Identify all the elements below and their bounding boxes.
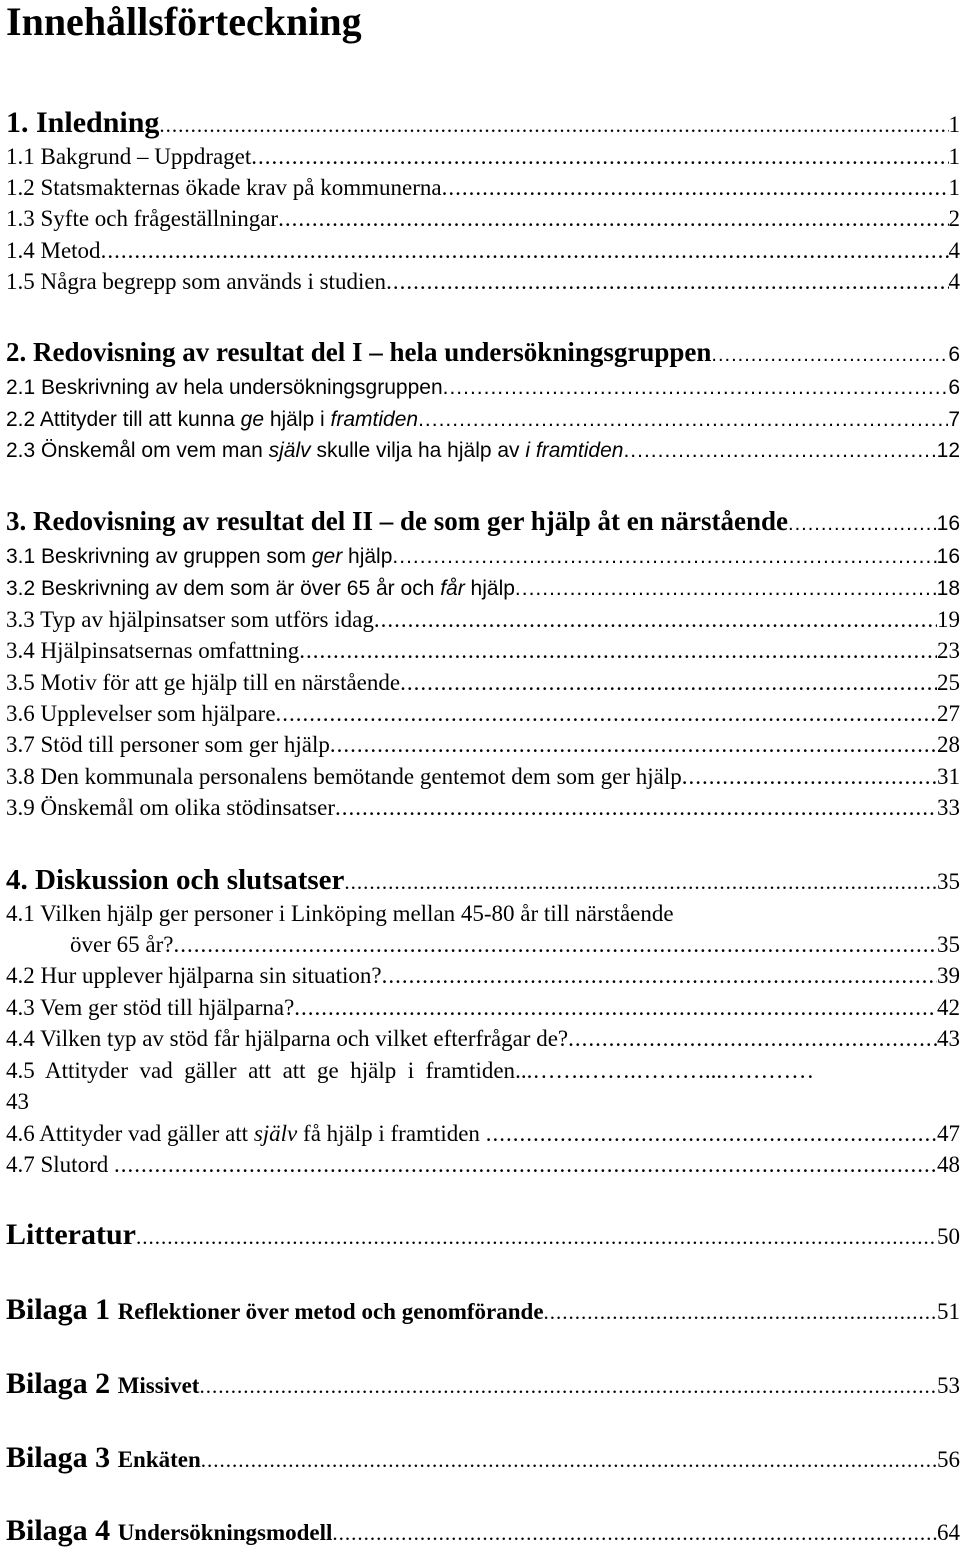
toc-entry-title: Bilaga 3 Enkäten xyxy=(6,1441,201,1474)
toc-entry-title: Bilaga 1 Reflektioner över metod och genomförande xyxy=(6,1293,544,1326)
toc-entry-title: 3.8 Den kommunala personalens bemötande gentemot dem som ger hjälp xyxy=(6,764,682,789)
toc-entry-title: 3.7 Stöd till personer som ger hjälp xyxy=(6,732,330,757)
toc-entry-bilaga-3[interactable] xyxy=(6,1441,960,1475)
toc-entry-3-1[interactable] xyxy=(6,545,960,569)
toc-entry-4-4[interactable] xyxy=(6,1026,960,1052)
dot-leader xyxy=(159,113,948,138)
dot-leader xyxy=(335,795,937,821)
toc-entry-3-9[interactable] xyxy=(6,795,960,821)
toc-entry-title: 4.7 Slutord xyxy=(6,1152,114,1177)
toc-entry-bilaga-4[interactable] xyxy=(6,1514,960,1548)
toc-entry-title: 1. Inledning xyxy=(6,106,160,139)
toc-entry-3-8[interactable] xyxy=(6,764,960,790)
toc-page-number: 33 xyxy=(937,795,960,820)
dot-leader xyxy=(788,513,937,536)
toc-page-number: 43 xyxy=(937,1026,960,1051)
toc-entry-2-2[interactable] xyxy=(6,408,960,432)
toc-page-number: 16 xyxy=(936,545,960,568)
toc-entry-bilaga-2[interactable] xyxy=(6,1367,960,1401)
dot-leader xyxy=(294,995,937,1021)
toc-entry-4-5[interactable] xyxy=(6,1058,960,1084)
toc-entry-1[interactable] xyxy=(6,106,960,140)
toc-entry-litteratur[interactable] xyxy=(6,1218,960,1252)
toc-entry-title: 3.9 Önskemål om olika stödinsatser xyxy=(6,795,335,820)
toc-entry-title: 4.5 Attityder vad gäller att att ge hjälp i framtiden xyxy=(6,1058,516,1083)
dot-leader xyxy=(568,1026,937,1052)
toc-page-number: 4 xyxy=(948,269,960,294)
toc-page-number: 1 xyxy=(948,144,960,169)
toc-entry-2[interactable] xyxy=(6,337,960,368)
toc-entry-2-3[interactable] xyxy=(6,439,960,463)
dot-leader xyxy=(201,1448,937,1473)
toc-page-number: 6 xyxy=(948,343,960,366)
toc-page-number: 2 xyxy=(948,206,960,231)
dot-leader xyxy=(101,238,949,264)
toc-page-number: 47 xyxy=(937,1121,960,1146)
toc-entry-title: 4.1 Vilken hjälp ger personer i Linköping mellan 45-80 år till närstående xyxy=(6,901,674,926)
toc-page-number: 42 xyxy=(937,995,960,1020)
toc-entry-title: 2.1 Beskrivning av hela undersökningsgruppen xyxy=(6,376,443,399)
toc-page-number: 35 xyxy=(937,869,960,894)
toc-page-number: 28 xyxy=(937,732,960,757)
toc-entry-title: 2.3 Önskemål om vem man själv skulle vilja ha hjälp av i framtiden xyxy=(6,439,624,462)
toc-entry-1-2[interactable] xyxy=(6,175,960,201)
toc-entry-1-5[interactable] xyxy=(6,269,960,295)
toc-page-number: 1 xyxy=(948,112,960,137)
toc-entry-4-6[interactable] xyxy=(6,1121,960,1147)
toc-page-number: 18 xyxy=(936,577,960,600)
toc-entry-4[interactable] xyxy=(6,864,960,897)
toc-entry-title: 2.2 Attityder till att kunna ge hjälp i framtiden xyxy=(6,408,419,431)
toc-page-number: 56 xyxy=(937,1447,960,1472)
dot-leader xyxy=(332,1521,937,1546)
toc-entry-3-4[interactable] xyxy=(6,638,960,664)
toc-page-number: 43 xyxy=(6,1089,29,1114)
toc-entry-title: 2. Redovisning av resultat del I – hela undersökningsgruppen xyxy=(6,337,712,367)
toc-page-number: 23 xyxy=(937,638,960,663)
dot-leader xyxy=(486,1121,937,1147)
toc-entry-title: Litteratur xyxy=(6,1218,136,1251)
toc-page-number: 7 xyxy=(948,408,960,431)
dot-leader xyxy=(173,932,937,958)
toc-entry-bilaga-1[interactable] xyxy=(6,1293,960,1327)
toc-entry-title: 4.3 Vem ger stöd till hjälparna? xyxy=(6,995,295,1020)
dot-leader xyxy=(400,670,937,696)
toc-page-number: 31 xyxy=(937,764,960,789)
toc-entry-title: 3.5 Motiv för att ge hjälp till en närstående xyxy=(6,670,401,695)
toc-entry-title: 1.3 Syfte och frågeställningar xyxy=(6,206,279,231)
toc-entry-4-2[interactable] xyxy=(6,963,960,989)
toc-page-number: 51 xyxy=(937,1299,960,1324)
toc-entry-title: Bilaga 2 Missivet xyxy=(6,1367,200,1400)
toc-page-number: 50 xyxy=(937,1224,960,1249)
toc-page-number: 35 xyxy=(937,932,960,957)
toc-entry-3-3[interactable] xyxy=(6,607,960,633)
toc-entry-3[interactable] xyxy=(6,506,960,537)
toc-entry-4-5-page[interactable] xyxy=(6,1089,960,1115)
toc-entry-title: 4.4 Vilken typ av stöd får hjälparna och vilket efterfrågar de? xyxy=(6,1026,569,1051)
dot-leader xyxy=(711,344,948,367)
toc-entry-title: 3.1 Beskrivning av gruppen som ger hjälp xyxy=(6,545,393,568)
toc-page-number: 25 xyxy=(937,670,960,695)
dot-leader xyxy=(682,764,937,790)
toc-entry-title: Bilaga 4 Undersökningsmodell xyxy=(6,1514,333,1547)
toc-entry-title: 4.6 Attityder vad gäller att själv få hjälp i framtiden xyxy=(6,1121,486,1146)
dot-leader xyxy=(392,545,936,569)
toc-page-number: 1 xyxy=(948,175,960,200)
dot-leader xyxy=(330,732,937,758)
toc-entry-title: 1.4 Metod xyxy=(6,238,101,263)
toc-entry-title: 4. Diskussion och slutsatser xyxy=(6,864,345,896)
dot-leader xyxy=(278,206,948,232)
toc-page-number: 4 xyxy=(948,238,960,263)
dot-leader xyxy=(386,269,948,295)
toc-page-number: 6 xyxy=(948,376,960,399)
dot-leader xyxy=(344,870,937,895)
dot-leader xyxy=(418,408,948,432)
dot-leader xyxy=(623,439,936,463)
page-title: Innehållsförteckning xyxy=(6,0,362,44)
dot-leader xyxy=(442,175,949,201)
toc-page-number: 19 xyxy=(937,607,960,632)
toc-entry-2-1[interactable] xyxy=(6,376,960,400)
toc-page-number: 39 xyxy=(937,963,960,988)
toc-entry-title: 3.6 Upplevelser som hjälpare xyxy=(6,701,276,726)
dot-leader xyxy=(276,701,937,727)
toc-page-number: 53 xyxy=(937,1373,960,1398)
toc-entry-3-2[interactable] xyxy=(6,577,960,601)
dot-leader xyxy=(251,144,948,170)
dot-leader xyxy=(114,1152,937,1178)
toc-entry-1-1[interactable] xyxy=(6,144,960,170)
toc-entry-title: 1.5 Några begrepp som används i studien xyxy=(6,269,387,294)
toc-entry-title: 4.2 Hur upplever hjälparna sin situation? xyxy=(6,963,382,988)
toc-page-number: 16 xyxy=(936,512,960,535)
toc-entry-1-3[interactable] xyxy=(6,206,960,232)
toc-entry-title: 3. Redovisning av resultat del II – de som ger hjälp åt en närstående xyxy=(6,506,789,536)
toc-entry-title: 3.3 Typ av hjälpinsatser som utförs idag xyxy=(6,607,374,632)
dot-leader xyxy=(544,1300,937,1325)
toc-entry-title: 1.2 Statsmakternas ökade krav på kommunerna xyxy=(6,175,442,200)
toc-entry-title: 3.4 Hjälpinsatsernas omfattning xyxy=(6,638,300,663)
dot-leader xyxy=(515,577,937,601)
toc-entry-title: över 65 år? xyxy=(70,932,174,957)
toc-entry-3-6[interactable] xyxy=(6,701,960,727)
toc-entry-4-7[interactable] xyxy=(6,1152,960,1178)
toc-page-number: 12 xyxy=(936,439,960,462)
toc-entry-4-1[interactable] xyxy=(6,901,960,927)
toc-entry-4-1-cont[interactable] xyxy=(70,932,960,958)
dot-leader xyxy=(382,963,937,989)
toc-entry-leader-text: ...…….…….………...………… xyxy=(515,1058,815,1083)
dot-leader xyxy=(199,1374,937,1399)
toc-entry-4-3[interactable] xyxy=(6,995,960,1021)
dot-leader xyxy=(299,638,937,664)
dot-leader xyxy=(374,607,937,633)
toc-entry-1-4[interactable] xyxy=(6,238,960,264)
toc-entry-3-7[interactable] xyxy=(6,732,960,758)
toc-entry-3-5[interactable] xyxy=(6,670,960,696)
dot-leader xyxy=(443,376,949,400)
dot-leader xyxy=(136,1225,937,1250)
toc-page-number: 27 xyxy=(937,701,960,726)
toc-page-number: 48 xyxy=(937,1152,960,1177)
toc-page-number: 64 xyxy=(937,1520,960,1545)
toc-entry-title: 1.1 Bakgrund – Uppdraget xyxy=(6,144,252,169)
toc-entry-title: 3.2 Beskrivning av dem som är över 65 år och får hjälp xyxy=(6,577,515,600)
